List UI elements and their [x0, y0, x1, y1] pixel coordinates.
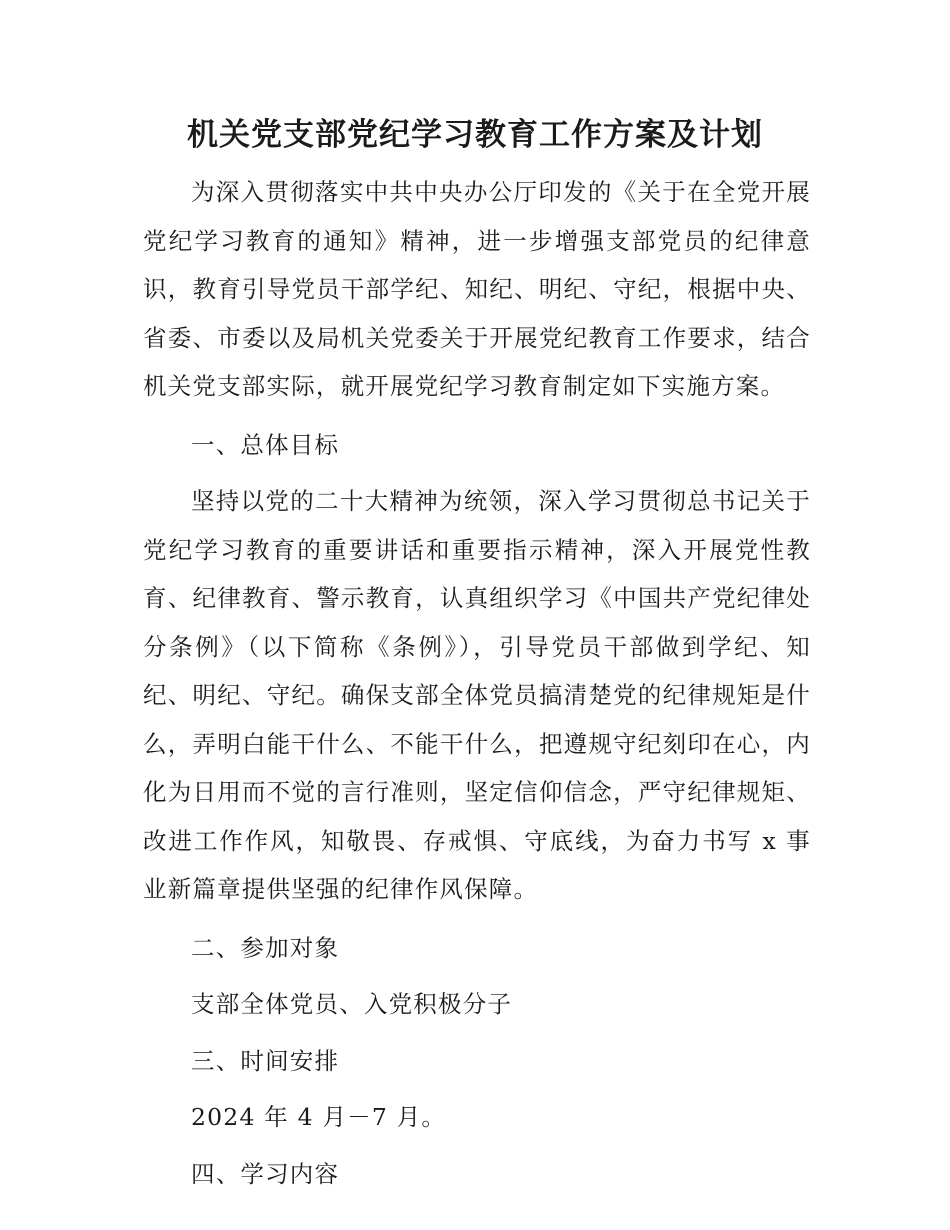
participants-paragraph: 支部全体党员、入党积极分子 — [191, 990, 513, 1018]
section-heading-content: 四、学习内容 — [191, 1159, 340, 1188]
schedule-paragraph: 2024 年 4 月－7 月。 — [191, 1103, 447, 1131]
section-heading-goals: 一、总体目标 — [191, 430, 340, 459]
goals-paragraph: 坚持以党的二十大精神为统领，深入学习贯彻总书记关于党纪学习教育的重要讲话和重要指示精神，深入开展党性教育、纪律教育、警示教育，认真组织学习《中国共产党纪律处分条例》（以下简称《条例》），引导党员干部做到学纪、知纪、明纪、守纪。确保支部全体党员搞清楚党的纪律规矩是什么，弄明白能干什么、不能干什么，把遵规守纪刻印在心，内化为日用而不觉的言行准则，坚定信仰信念，严守纪律规矩、改进工作作风，知敬畏、存戒惧、守底线，为奋力书写 x 事业新篇章提供坚强的纪律作风保障。 — [143, 487, 811, 903]
document-title: 机关党支部党纪学习教育工作方案及计划 — [187, 117, 763, 153]
intro-paragraph: 为深入贯彻落实中共中央办公厅印发的《关于在全党开展党纪学习教育的通知》精神，进一步增强支部党员的纪律意识，教育引导党员干部学纪、知纪、明纪、守纪，根据中央、省委、市委以及局机关党委关于开展党纪教育工作要求，结合机关党支部实际，就开展党纪学习教育制定如下实施方案。 — [143, 178, 811, 400]
section-heading-schedule: 三、时间安排 — [191, 1046, 340, 1075]
section-heading-participants: 二、参加对象 — [191, 933, 340, 962]
document-body — [143, 168, 811, 1206]
